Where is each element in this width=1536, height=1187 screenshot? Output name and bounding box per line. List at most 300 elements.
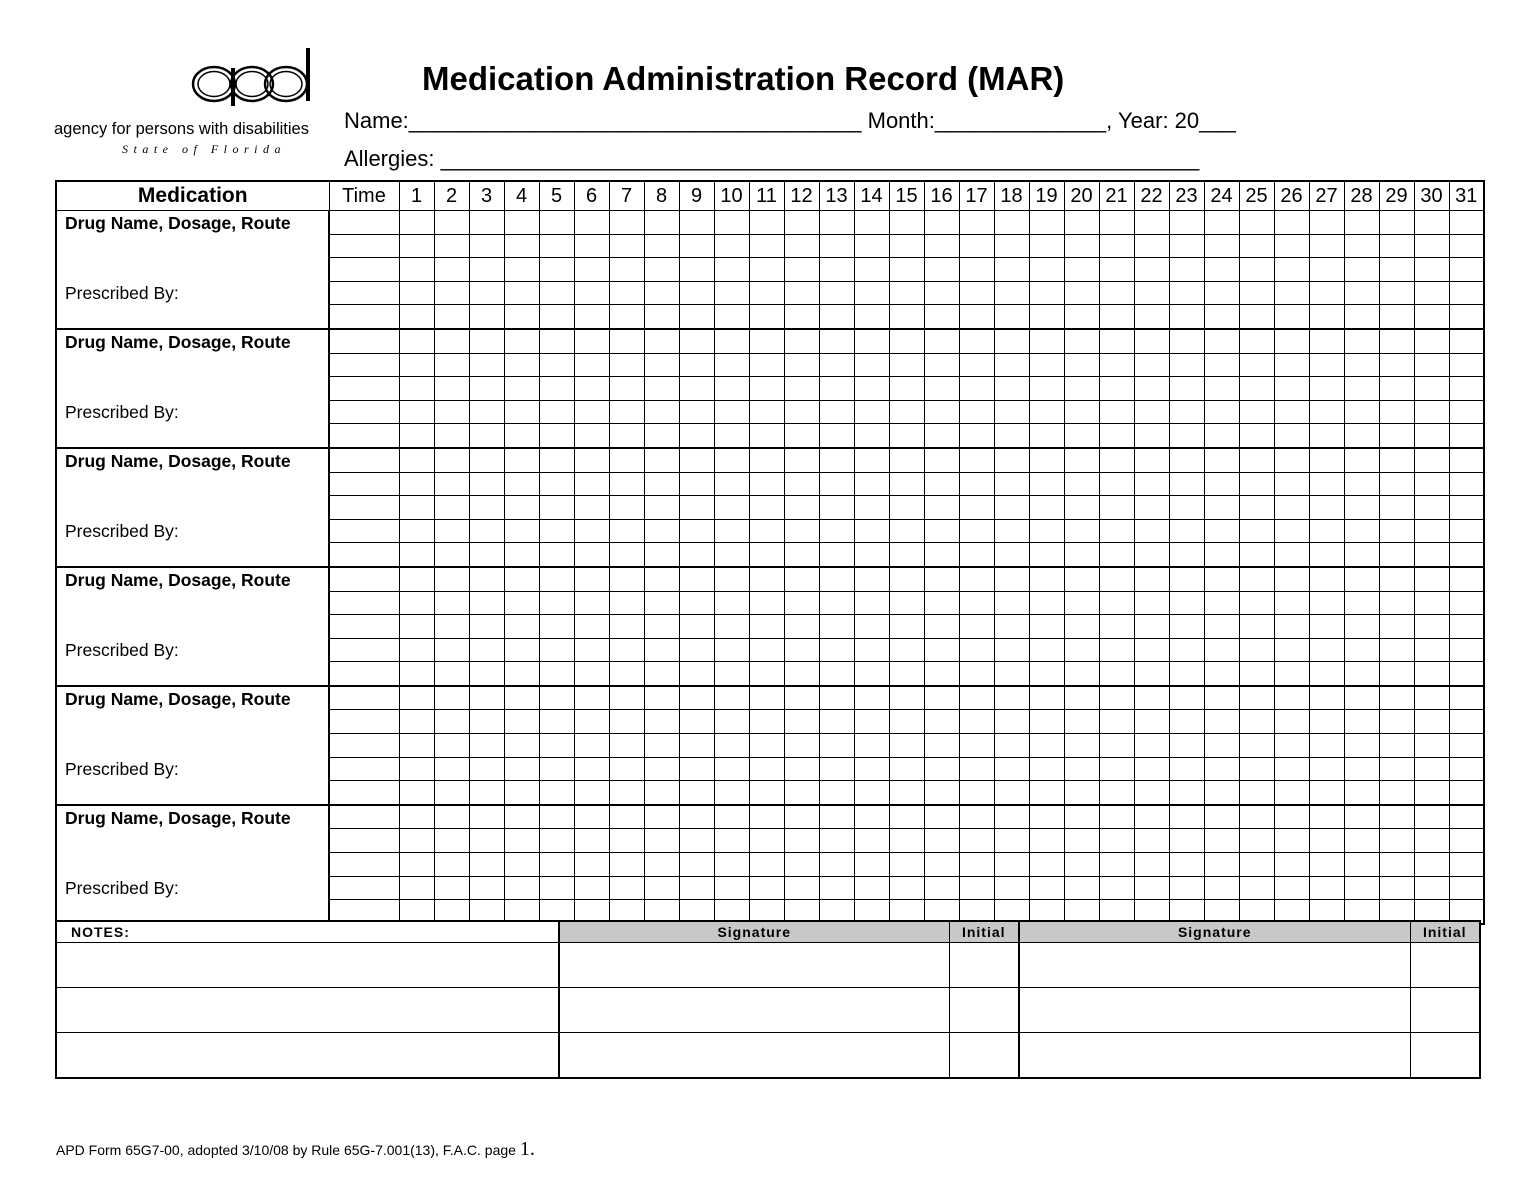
dose-cell[interactable]: [784, 424, 819, 448]
dose-cell[interactable]: [889, 258, 924, 282]
dose-cell[interactable]: [714, 853, 749, 877]
dose-cell[interactable]: [1064, 519, 1099, 543]
dose-cell[interactable]: [1414, 686, 1449, 710]
dose-cell[interactable]: [1449, 234, 1484, 258]
dose-cell[interactable]: [1414, 424, 1449, 448]
dose-cell[interactable]: [399, 400, 434, 424]
dose-cell[interactable]: [399, 496, 434, 520]
dose-cell[interactable]: [994, 662, 1029, 686]
dose-cell[interactable]: [1099, 400, 1134, 424]
dose-cell[interactable]: [434, 258, 469, 282]
time-cell[interactable]: [329, 472, 399, 496]
dose-cell[interactable]: [889, 615, 924, 639]
time-cell[interactable]: [329, 781, 399, 805]
dose-cell[interactable]: [1239, 662, 1274, 686]
dose-cell[interactable]: [714, 472, 749, 496]
dose-cell[interactable]: [924, 638, 959, 662]
dose-cell[interactable]: [854, 876, 889, 900]
dose-cell[interactable]: [854, 567, 889, 591]
dose-cell[interactable]: [994, 377, 1029, 401]
dose-cell[interactable]: [679, 329, 714, 353]
dose-cell[interactable]: [1169, 734, 1204, 758]
dose-cell[interactable]: [994, 234, 1029, 258]
dose-cell[interactable]: [889, 448, 924, 472]
dose-cell[interactable]: [1169, 757, 1204, 781]
dose-cell[interactable]: [924, 424, 959, 448]
dose-cell[interactable]: [1239, 591, 1274, 615]
dose-cell[interactable]: [1274, 686, 1309, 710]
time-cell[interactable]: [329, 710, 399, 734]
dose-cell[interactable]: [1169, 567, 1204, 591]
dose-cell[interactable]: [679, 615, 714, 639]
dose-cell[interactable]: [714, 258, 749, 282]
signature-cell[interactable]: [559, 1033, 949, 1079]
dose-cell[interactable]: [1239, 305, 1274, 329]
dose-cell[interactable]: [1309, 377, 1344, 401]
dose-cell[interactable]: [854, 424, 889, 448]
dose-cell[interactable]: [1204, 329, 1239, 353]
medication-cell[interactable]: [56, 211, 329, 329]
dose-cell[interactable]: [1169, 234, 1204, 258]
dose-cell[interactable]: [714, 662, 749, 686]
dose-cell[interactable]: [504, 781, 539, 805]
dose-cell[interactable]: [609, 638, 644, 662]
dose-cell[interactable]: [1134, 591, 1169, 615]
time-cell[interactable]: [329, 638, 399, 662]
dose-cell[interactable]: [994, 472, 1029, 496]
dose-cell[interactable]: [1239, 472, 1274, 496]
dose-cell[interactable]: [574, 710, 609, 734]
dose-cell[interactable]: [1099, 211, 1134, 235]
dose-cell[interactable]: [1204, 710, 1239, 734]
dose-cell[interactable]: [994, 543, 1029, 567]
dose-cell[interactable]: [1274, 638, 1309, 662]
dose-cell[interactable]: [1169, 400, 1204, 424]
dose-cell[interactable]: [1379, 353, 1414, 377]
medication-cell[interactable]: [56, 448, 329, 567]
dose-cell[interactable]: [1309, 662, 1344, 686]
dose-cell[interactable]: [1134, 876, 1169, 900]
dose-cell[interactable]: [469, 329, 504, 353]
dose-cell[interactable]: [1414, 829, 1449, 853]
dose-cell[interactable]: [784, 757, 819, 781]
dose-cell[interactable]: [644, 591, 679, 615]
dose-cell[interactable]: [1414, 281, 1449, 305]
dose-cell[interactable]: [1379, 876, 1414, 900]
dose-cell[interactable]: [434, 519, 469, 543]
dose-cell[interactable]: [539, 211, 574, 235]
dose-cell[interactable]: [1449, 211, 1484, 235]
dose-cell[interactable]: [539, 424, 574, 448]
dose-cell[interactable]: [1029, 496, 1064, 520]
dose-cell[interactable]: [854, 829, 889, 853]
dose-cell[interactable]: [574, 615, 609, 639]
dose-cell[interactable]: [819, 377, 854, 401]
dose-cell[interactable]: [1064, 472, 1099, 496]
dose-cell[interactable]: [644, 805, 679, 829]
dose-cell[interactable]: [1064, 496, 1099, 520]
dose-cell[interactable]: [714, 496, 749, 520]
dose-cell[interactable]: [749, 448, 784, 472]
dose-cell[interactable]: [539, 781, 574, 805]
dose-cell[interactable]: [1309, 829, 1344, 853]
dose-cell[interactable]: [784, 258, 819, 282]
dose-cell[interactable]: [539, 329, 574, 353]
dose-cell[interactable]: [1029, 519, 1064, 543]
dose-cell[interactable]: [399, 234, 434, 258]
dose-cell[interactable]: [1414, 305, 1449, 329]
dose-cell[interactable]: [924, 353, 959, 377]
dose-cell[interactable]: [1204, 757, 1239, 781]
dose-cell[interactable]: [854, 472, 889, 496]
dose-cell[interactable]: [1379, 519, 1414, 543]
dose-cell[interactable]: [504, 400, 539, 424]
dose-cell[interactable]: [1344, 876, 1379, 900]
dose-cell[interactable]: [1134, 281, 1169, 305]
dose-cell[interactable]: [994, 448, 1029, 472]
dose-cell[interactable]: [924, 281, 959, 305]
dose-cell[interactable]: [1449, 615, 1484, 639]
dose-cell[interactable]: [399, 377, 434, 401]
dose-cell[interactable]: [994, 329, 1029, 353]
dose-cell[interactable]: [749, 615, 784, 639]
dose-cell[interactable]: [1239, 258, 1274, 282]
time-cell[interactable]: [329, 615, 399, 639]
dose-cell[interactable]: [1344, 496, 1379, 520]
dose-cell[interactable]: [959, 638, 994, 662]
dose-cell[interactable]: [1309, 234, 1344, 258]
dose-cell[interactable]: [504, 234, 539, 258]
dose-cell[interactable]: [399, 424, 434, 448]
dose-cell[interactable]: [644, 400, 679, 424]
dose-cell[interactable]: [609, 281, 644, 305]
dose-cell[interactable]: [959, 258, 994, 282]
time-cell[interactable]: [329, 281, 399, 305]
dose-cell[interactable]: [889, 424, 924, 448]
initial-cell[interactable]: [949, 988, 1019, 1033]
dose-cell[interactable]: [889, 377, 924, 401]
dose-cell[interactable]: [609, 567, 644, 591]
dose-cell[interactable]: [784, 329, 819, 353]
dose-cell[interactable]: [1449, 353, 1484, 377]
dose-cell[interactable]: [644, 281, 679, 305]
dose-cell[interactable]: [609, 734, 644, 758]
dose-cell[interactable]: [1239, 543, 1274, 567]
dose-cell[interactable]: [469, 519, 504, 543]
dose-cell[interactable]: [1064, 853, 1099, 877]
dose-cell[interactable]: [679, 781, 714, 805]
dose-cell[interactable]: [1449, 662, 1484, 686]
dose-cell[interactable]: [784, 781, 819, 805]
dose-cell[interactable]: [959, 734, 994, 758]
dose-cell[interactable]: [819, 615, 854, 639]
dose-cell[interactable]: [959, 757, 994, 781]
dose-cell[interactable]: [1099, 638, 1134, 662]
dose-cell[interactable]: [1379, 211, 1414, 235]
dose-cell[interactable]: [1169, 662, 1204, 686]
dose-cell[interactable]: [1344, 567, 1379, 591]
dose-cell[interactable]: [609, 757, 644, 781]
dose-cell[interactable]: [434, 211, 469, 235]
dose-cell[interactable]: [959, 211, 994, 235]
dose-cell[interactable]: [1449, 734, 1484, 758]
dose-cell[interactable]: [1204, 234, 1239, 258]
time-cell[interactable]: [329, 377, 399, 401]
dose-cell[interactable]: [1449, 377, 1484, 401]
dose-cell[interactable]: [1064, 876, 1099, 900]
dose-cell[interactable]: [574, 305, 609, 329]
dose-cell[interactable]: [1064, 757, 1099, 781]
dose-cell[interactable]: [434, 686, 469, 710]
dose-cell[interactable]: [714, 591, 749, 615]
dose-cell[interactable]: [399, 305, 434, 329]
dose-cell[interactable]: [609, 329, 644, 353]
dose-cell[interactable]: [539, 377, 574, 401]
dose-cell[interactable]: [924, 377, 959, 401]
dose-cell[interactable]: [1379, 234, 1414, 258]
dose-cell[interactable]: [434, 615, 469, 639]
dose-cell[interactable]: [819, 710, 854, 734]
dose-cell[interactable]: [714, 638, 749, 662]
dose-cell[interactable]: [1379, 496, 1414, 520]
dose-cell[interactable]: [889, 211, 924, 235]
dose-cell[interactable]: [714, 543, 749, 567]
dose-cell[interactable]: [1204, 638, 1239, 662]
dose-cell[interactable]: [1204, 448, 1239, 472]
dose-cell[interactable]: [609, 472, 644, 496]
dose-cell[interactable]: [959, 686, 994, 710]
dose-cell[interactable]: [644, 472, 679, 496]
dose-cell[interactable]: [1414, 805, 1449, 829]
dose-cell[interactable]: [434, 757, 469, 781]
signature-cell[interactable]: [559, 943, 949, 988]
dose-cell[interactable]: [1344, 519, 1379, 543]
dose-cell[interactable]: [1449, 829, 1484, 853]
dose-cell[interactable]: [1064, 377, 1099, 401]
dose-cell[interactable]: [854, 234, 889, 258]
dose-cell[interactable]: [1414, 353, 1449, 377]
dose-cell[interactable]: [959, 448, 994, 472]
dose-cell[interactable]: [679, 686, 714, 710]
signature-cell[interactable]: [1019, 988, 1410, 1033]
dose-cell[interactable]: [1169, 638, 1204, 662]
dose-cell[interactable]: [1274, 567, 1309, 591]
dose-cell[interactable]: [819, 329, 854, 353]
dose-cell[interactable]: [1309, 472, 1344, 496]
dose-cell[interactable]: [1309, 591, 1344, 615]
dose-cell[interactable]: [1134, 710, 1169, 734]
dose-cell[interactable]: [1204, 805, 1239, 829]
dose-cell[interactable]: [574, 734, 609, 758]
dose-cell[interactable]: [784, 876, 819, 900]
dose-cell[interactable]: [1204, 662, 1239, 686]
dose-cell[interactable]: [574, 638, 609, 662]
dose-cell[interactable]: [609, 853, 644, 877]
dose-cell[interactable]: [1169, 519, 1204, 543]
dose-cell[interactable]: [1309, 448, 1344, 472]
dose-cell[interactable]: [1099, 757, 1134, 781]
dose-cell[interactable]: [1064, 329, 1099, 353]
dose-cell[interactable]: [889, 781, 924, 805]
dose-cell[interactable]: [749, 638, 784, 662]
dose-cell[interactable]: [819, 567, 854, 591]
dose-cell[interactable]: [1169, 472, 1204, 496]
dose-cell[interactable]: [399, 472, 434, 496]
dose-cell[interactable]: [889, 567, 924, 591]
dose-cell[interactable]: [889, 305, 924, 329]
dose-cell[interactable]: [434, 734, 469, 758]
dose-cell[interactable]: [1064, 829, 1099, 853]
dose-cell[interactable]: [1064, 662, 1099, 686]
dose-cell[interactable]: [994, 805, 1029, 829]
dose-cell[interactable]: [1274, 400, 1309, 424]
dose-cell[interactable]: [1099, 876, 1134, 900]
dose-cell[interactable]: [1239, 853, 1274, 877]
dose-cell[interactable]: [714, 400, 749, 424]
dose-cell[interactable]: [1064, 734, 1099, 758]
dose-cell[interactable]: [959, 710, 994, 734]
dose-cell[interactable]: [1414, 662, 1449, 686]
dose-cell[interactable]: [644, 876, 679, 900]
dose-cell[interactable]: [1099, 615, 1134, 639]
dose-cell[interactable]: [504, 734, 539, 758]
dose-cell[interactable]: [1344, 305, 1379, 329]
dose-cell[interactable]: [1449, 448, 1484, 472]
dose-cell[interactable]: [1204, 615, 1239, 639]
dose-cell[interactable]: [994, 424, 1029, 448]
dose-cell[interactable]: [1239, 734, 1274, 758]
dose-cell[interactable]: [1344, 329, 1379, 353]
dose-cell[interactable]: [1134, 496, 1169, 520]
dose-cell[interactable]: [819, 734, 854, 758]
dose-cell[interactable]: [539, 281, 574, 305]
dose-cell[interactable]: [644, 615, 679, 639]
dose-cell[interactable]: [1064, 638, 1099, 662]
dose-cell[interactable]: [959, 567, 994, 591]
dose-cell[interactable]: [434, 234, 469, 258]
dose-cell[interactable]: [644, 377, 679, 401]
dose-cell[interactable]: [1309, 400, 1344, 424]
dose-cell[interactable]: [504, 424, 539, 448]
dose-cell[interactable]: [1379, 472, 1414, 496]
dose-cell[interactable]: [924, 543, 959, 567]
dose-cell[interactable]: [714, 329, 749, 353]
dose-cell[interactable]: [504, 710, 539, 734]
dose-cell[interactable]: [1134, 519, 1169, 543]
dose-cell[interactable]: [714, 805, 749, 829]
dose-cell[interactable]: [574, 400, 609, 424]
dose-cell[interactable]: [1309, 305, 1344, 329]
dose-cell[interactable]: [644, 305, 679, 329]
dose-cell[interactable]: [1204, 496, 1239, 520]
dose-cell[interactable]: [1029, 876, 1064, 900]
dose-cell[interactable]: [889, 638, 924, 662]
dose-cell[interactable]: [679, 710, 714, 734]
dose-cell[interactable]: [1274, 853, 1309, 877]
dose-cell[interactable]: [994, 734, 1029, 758]
dose-cell[interactable]: [819, 400, 854, 424]
dose-cell[interactable]: [679, 281, 714, 305]
dose-cell[interactable]: [714, 353, 749, 377]
dose-cell[interactable]: [609, 400, 644, 424]
dose-cell[interactable]: [1344, 591, 1379, 615]
dose-cell[interactable]: [399, 686, 434, 710]
dose-cell[interactable]: [1029, 472, 1064, 496]
dose-cell[interactable]: [1029, 686, 1064, 710]
dose-cell[interactable]: [1064, 567, 1099, 591]
dose-cell[interactable]: [1274, 211, 1309, 235]
dose-cell[interactable]: [679, 211, 714, 235]
dose-cell[interactable]: [749, 258, 784, 282]
dose-cell[interactable]: [469, 591, 504, 615]
dose-cell[interactable]: [1134, 234, 1169, 258]
dose-cell[interactable]: [469, 686, 504, 710]
dose-cell[interactable]: [609, 876, 644, 900]
dose-cell[interactable]: [994, 591, 1029, 615]
dose-cell[interactable]: [609, 591, 644, 615]
dose-cell[interactable]: [749, 234, 784, 258]
dose-cell[interactable]: [1064, 281, 1099, 305]
dose-cell[interactable]: [819, 281, 854, 305]
dose-cell[interactable]: [1309, 805, 1344, 829]
dose-cell[interactable]: [1449, 853, 1484, 877]
dose-cell[interactable]: [1099, 234, 1134, 258]
dose-cell[interactable]: [1414, 567, 1449, 591]
dose-cell[interactable]: [609, 781, 644, 805]
dose-cell[interactable]: [1344, 543, 1379, 567]
dose-cell[interactable]: [609, 353, 644, 377]
dose-cell[interactable]: [1134, 329, 1169, 353]
dose-cell[interactable]: [469, 567, 504, 591]
dose-cell[interactable]: [434, 472, 469, 496]
dose-cell[interactable]: [1239, 615, 1274, 639]
dose-cell[interactable]: [959, 400, 994, 424]
dose-cell[interactable]: [609, 496, 644, 520]
dose-cell[interactable]: [854, 686, 889, 710]
dose-cell[interactable]: [1029, 805, 1064, 829]
dose-cell[interactable]: [504, 211, 539, 235]
dose-cell[interactable]: [644, 258, 679, 282]
dose-cell[interactable]: [784, 710, 819, 734]
dose-cell[interactable]: [959, 353, 994, 377]
dose-cell[interactable]: [854, 710, 889, 734]
dose-cell[interactable]: [1204, 567, 1239, 591]
dose-cell[interactable]: [504, 472, 539, 496]
dose-cell[interactable]: [1344, 710, 1379, 734]
dose-cell[interactable]: [1449, 519, 1484, 543]
dose-cell[interactable]: [469, 710, 504, 734]
dose-cell[interactable]: [1274, 805, 1309, 829]
time-cell[interactable]: [329, 329, 399, 353]
dose-cell[interactable]: [469, 543, 504, 567]
dose-cell[interactable]: [469, 638, 504, 662]
dose-cell[interactable]: [574, 353, 609, 377]
dose-cell[interactable]: [399, 662, 434, 686]
dose-cell[interactable]: [819, 353, 854, 377]
dose-cell[interactable]: [784, 734, 819, 758]
dose-cell[interactable]: [1449, 781, 1484, 805]
dose-cell[interactable]: [994, 757, 1029, 781]
dose-cell[interactable]: [1239, 377, 1274, 401]
dose-cell[interactable]: [399, 734, 434, 758]
dose-cell[interactable]: [819, 258, 854, 282]
dose-cell[interactable]: [959, 281, 994, 305]
dose-cell[interactable]: [1239, 567, 1274, 591]
dose-cell[interactable]: [1099, 853, 1134, 877]
dose-cell[interactable]: [714, 567, 749, 591]
dose-cell[interactable]: [959, 519, 994, 543]
dose-cell[interactable]: [889, 591, 924, 615]
